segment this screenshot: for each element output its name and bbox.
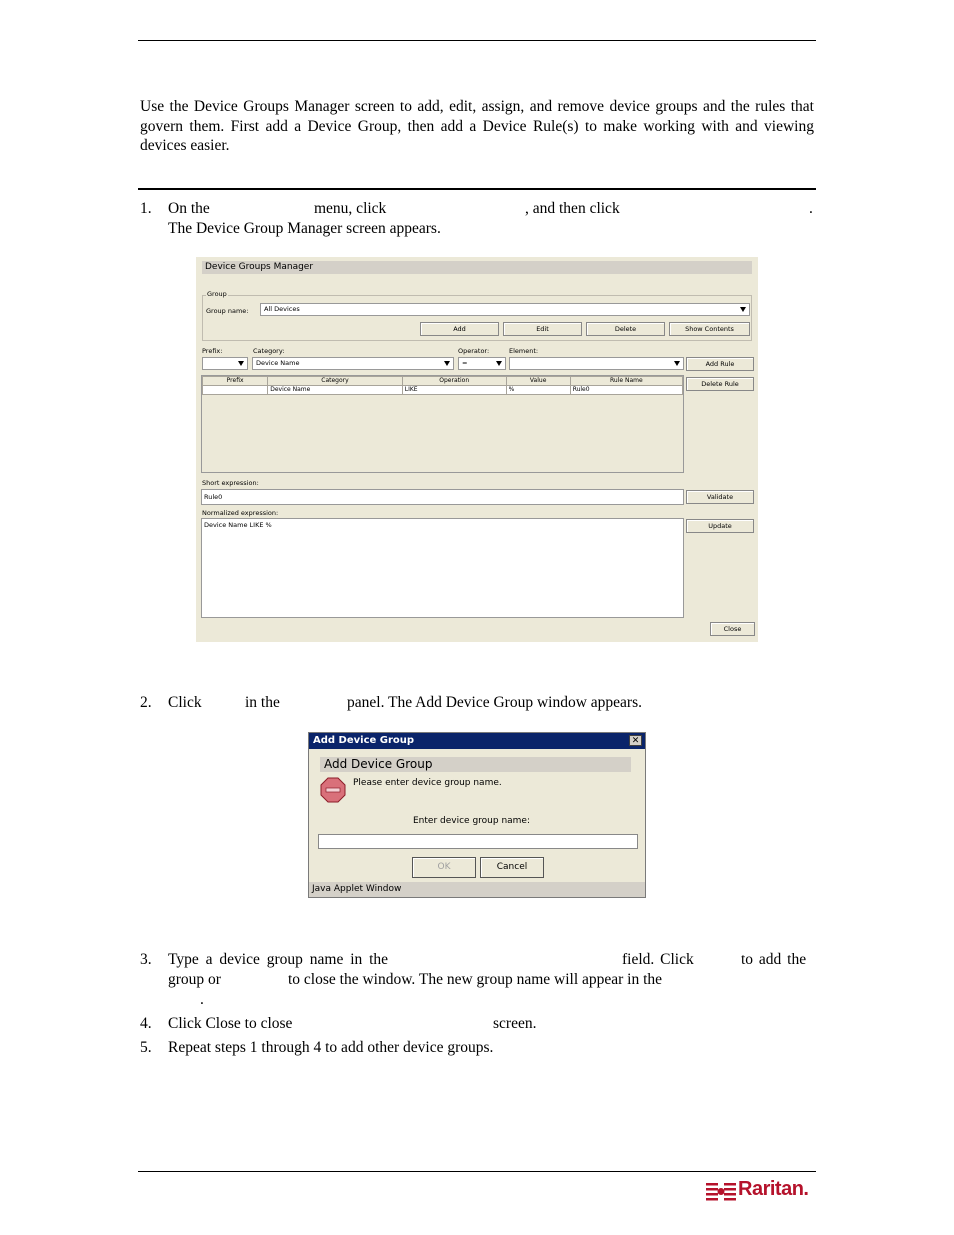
column-header[interactable]: Operation <box>402 377 506 386</box>
dgm-title: Device Groups Manager <box>202 261 752 274</box>
step-text: Click Close to close <box>168 1015 293 1032</box>
chevron-down-icon <box>238 361 244 366</box>
update-button[interactable]: Update <box>686 519 754 533</box>
add-button[interactable]: Add <box>420 322 499 336</box>
operator-select[interactable] <box>458 357 506 370</box>
prefix-select[interactable] <box>202 357 248 370</box>
applet-status-bar: Java Applet Window <box>309 882 645 897</box>
show-contents-button[interactable]: Show Contents <box>669 322 750 336</box>
short-expression-input[interactable]: Rule0 <box>201 489 684 505</box>
dialog-heading: Add Device Group <box>320 757 631 772</box>
chevron-down-icon <box>740 307 746 312</box>
header-rule <box>138 40 816 41</box>
prefix-label: Prefix: <box>202 347 223 355</box>
ok-button[interactable]: OK <box>412 857 476 878</box>
category-label: Category: <box>253 347 285 355</box>
step-text: to close the window. The new group name will appear in the <box>288 971 663 988</box>
operator-value: = <box>462 359 468 367</box>
step-text: in the <box>245 694 280 711</box>
cancel-button[interactable]: Cancel <box>480 857 544 878</box>
step-text: . <box>809 200 813 217</box>
rules-table <box>202 376 683 395</box>
delete-rule-button[interactable]: Delete Rule <box>686 377 754 391</box>
stop-icon <box>320 777 346 803</box>
edit-button[interactable]: Edit <box>503 322 582 336</box>
step-3-line3: . <box>200 991 204 1008</box>
add-rule-button[interactable]: Add Rule <box>686 357 754 371</box>
intro-paragraph: Use the Device Groups Manager screen to add, edit, assign, and remove device groups and the rules that govern them. First add a Device Group, then add a Device Rule(s) to make working with and viewing devices easier. <box>140 98 814 154</box>
column-header[interactable]: Prefix <box>203 377 268 386</box>
dialog-message: Please enter device group name. <box>353 778 502 788</box>
table-cell: % <box>506 386 570 395</box>
step-text: field. Click <box>622 951 694 968</box>
table-cell: LIKE <box>402 386 506 395</box>
step-number: 4. <box>140 1015 152 1032</box>
step-number: 3. <box>140 951 152 968</box>
step-number: 1. <box>140 200 152 217</box>
delete-button[interactable]: Delete <box>586 322 665 336</box>
table-cell: Rule0 <box>570 386 682 395</box>
table-header-row <box>203 377 683 386</box>
dialog-title: Add Device Group <box>309 733 645 749</box>
element-select[interactable] <box>509 357 684 370</box>
step-text: Repeat steps 1 through 4 to add other device groups. <box>168 1039 494 1056</box>
operator-label: Operator: <box>458 347 490 355</box>
step-text: panel. The Add Device Group window appears. <box>347 694 642 711</box>
column-header[interactable]: Category <box>268 377 403 386</box>
step-text: screen. <box>493 1015 537 1032</box>
category-select[interactable] <box>252 357 454 370</box>
table-cell <box>203 386 268 395</box>
normalized-expression-textarea[interactable]: Device Name LIKE % <box>201 518 684 618</box>
step-text: On the <box>168 200 210 217</box>
element-label: Element: <box>509 347 539 355</box>
group-name-select[interactable] <box>260 303 750 316</box>
raritan-logo-text: Raritan. <box>738 1178 809 1200</box>
group-legend: Group <box>207 290 227 298</box>
validate-button[interactable]: Validate <box>686 490 754 504</box>
step-text: Click <box>168 694 202 711</box>
chevron-down-icon <box>674 361 680 366</box>
step-text: , and then click <box>525 200 620 217</box>
short-expression-label: Short expression: <box>202 479 259 487</box>
group-name-value: All Devices <box>264 305 300 313</box>
step-text: group or <box>168 971 221 988</box>
device-groups-manager-screenshot <box>196 257 758 642</box>
raritan-logo-icon <box>706 1181 738 1201</box>
group-name-label: Group name: <box>206 307 249 315</box>
add-device-group-dialog <box>308 732 646 898</box>
footer-rule <box>138 1171 816 1172</box>
category-value: Device Name <box>256 359 300 367</box>
dialog-prompt: Enter device group name: <box>413 816 530 826</box>
column-header[interactable]: Value <box>506 377 570 386</box>
step-number: 5. <box>140 1039 152 1056</box>
step-text: to add the <box>741 951 807 968</box>
normalized-expression-label: Normalized expression: <box>202 509 279 517</box>
close-icon[interactable]: ✕ <box>629 735 642 746</box>
chevron-down-icon <box>496 361 502 366</box>
close-button[interactable]: Close <box>710 622 755 636</box>
table-cell: Device Name <box>268 386 403 395</box>
column-header[interactable]: Rule Name <box>570 377 682 386</box>
chevron-down-icon <box>444 361 450 366</box>
step-number: 2. <box>140 694 152 711</box>
step-1-line2: The Device Group Manager screen appears. <box>168 220 441 237</box>
device-group-name-input[interactable] <box>318 834 638 849</box>
rules-table-container <box>201 375 684 473</box>
section-rule <box>138 188 816 190</box>
table-row[interactable] <box>203 386 683 395</box>
step-text: menu, click <box>314 200 387 217</box>
step-text: Type a device group name in the <box>168 951 389 968</box>
